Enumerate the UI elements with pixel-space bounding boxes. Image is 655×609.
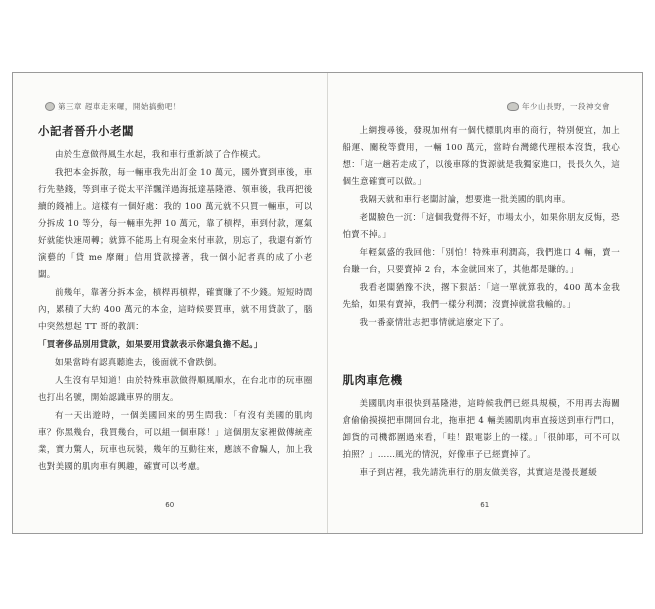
- left-content: [38, 123, 313, 477]
- left-page-number: 60: [165, 501, 175, 509]
- left-quote: 「買奢侈品別用貸款，如果要用貸款表示你還負擔不起。」: [38, 340, 263, 350]
- rabbit-badge-icon: [507, 102, 519, 111]
- left-paragraph-4: 如果當時有認真聽進去，後面就不會跌倒。: [55, 358, 223, 368]
- left-running-head-text: 第三章 趕車走來囉，開始搞動吧！: [58, 102, 181, 111]
- right-section-heading: 肌肉車危機: [342, 373, 403, 387]
- left-paragraph-2: 我把本金拆散，每一輛車我先出訂金 10 萬元，國外寶到車後，車行先墊錢，等到車子從太平洋飄洋過海抵達基隆港、領車後，我再把後續的錢補上。這樣有一個好處：我的 100 萬元就不只買一輛車，可以分拆成 10 等分，每一輛車先押 10 萬元，靠了槓桿，車到付款，運氣好就能快速周轉；就算不能馬上有現金來付車款，別忘了，我還有新竹演藝的「貸 me 摩爾」信用貸款撐著，我一個小記者真的成了小老闆。: [38, 168, 313, 280]
- left-paragraph-5: 人生沒有早知道！由於特殊車款做得順風順水，在台北市的玩車圈也打出名號，開始認識車界的朋友。: [38, 376, 313, 403]
- right-paragraph-6: 我一番豪情壯志把事情就這麼定下了。: [359, 318, 510, 328]
- book-spread: [12, 72, 643, 534]
- right-paragraph-2: 我隔天就和車行老闆討論，想要進一批美國的肌肉車。: [359, 195, 571, 205]
- right-paragraph-8: 車子到店裡，我先請洗車行的朋友做美容，其實這是漫長遲緩: [359, 468, 598, 478]
- right-running-head: [507, 101, 610, 112]
- right-content: [343, 123, 621, 483]
- right-paragraph-5: 我看老闆猶豫不決，撂下狠話：「這一單就算我的，400 萬本金我先給，如果有賣掉，我們一樣分利潤；沒賣掉就當我輸的。」: [342, 283, 620, 310]
- left-page: [13, 73, 328, 533]
- left-section-heading: 小記者晉升小老闆: [38, 124, 134, 138]
- right-page: [328, 73, 643, 533]
- right-paragraph-4: 年輕氣盛的我回他：「別怕！特殊車利潤高，我們進口 4 輛，賣一台賺一台，只要賣掉 2 台，本金就回來了，其他都是賺的。」: [342, 248, 620, 275]
- right-paragraph-7: 美國肌肉車很快到基隆港，這時候我們已經具規模，不用再去海關倉偷偷摸摸把車開回台北，拖車把 4 輛美國肌肉車直接送到車行門口，卸貨的司機都圍過來看，「哇！跟電影上的一樣。」「很帥耶，可不可以拍照？」……風光的情況，好像車子已經賣掉了。: [342, 399, 620, 460]
- left-running-head: [45, 101, 181, 112]
- right-running-head-text: 年少山長野，一段神交會: [522, 102, 610, 111]
- right-paragraph-1: 上網搜尋後，發現加州有一個代標肌肉車的商行，特別便宜，加上船運、關稅等費用，一輛 100 萬元，當時台灣總代理根本沒貨，我心想：「這一趟若走成了，以後車隊的貨源就是我獨家進口，長長久久，這個生意確實可以做。」: [342, 126, 620, 187]
- left-paragraph-6: 有一天出遊時，一個美國回來的男生問我：「有沒有美國的肌肉車？你黑幾台，我買幾台，可以組一個車隊！」這個朋友家裡做傳統產業，實力驚人，玩車也玩裝，幾年的互動往來，應該不會騙人，加上我也對美國的肌肉車有興趣，確實可以考慮。: [38, 411, 313, 472]
- right-paragraph-3: 老闆臉色一沉：「這個我覺得不好，市場太小，如果你朋友反悔，恐怕賣不掉。」: [342, 213, 620, 240]
- chapter-badge-icon: [45, 102, 55, 111]
- right-page-number: 61: [480, 501, 490, 509]
- left-paragraph-3: 前幾年，靠著分拆本金，槓桿再槓桿，確實賺了不少錢。短短時間內，累積了大約 400 萬元的本金，這時候要買車，就不用貸款了，腦中突然想起 TT 哥的教訓：: [38, 288, 313, 332]
- left-paragraph-1: 由於生意做得風生水起，我和車行重新談了合作模式。: [55, 150, 267, 160]
